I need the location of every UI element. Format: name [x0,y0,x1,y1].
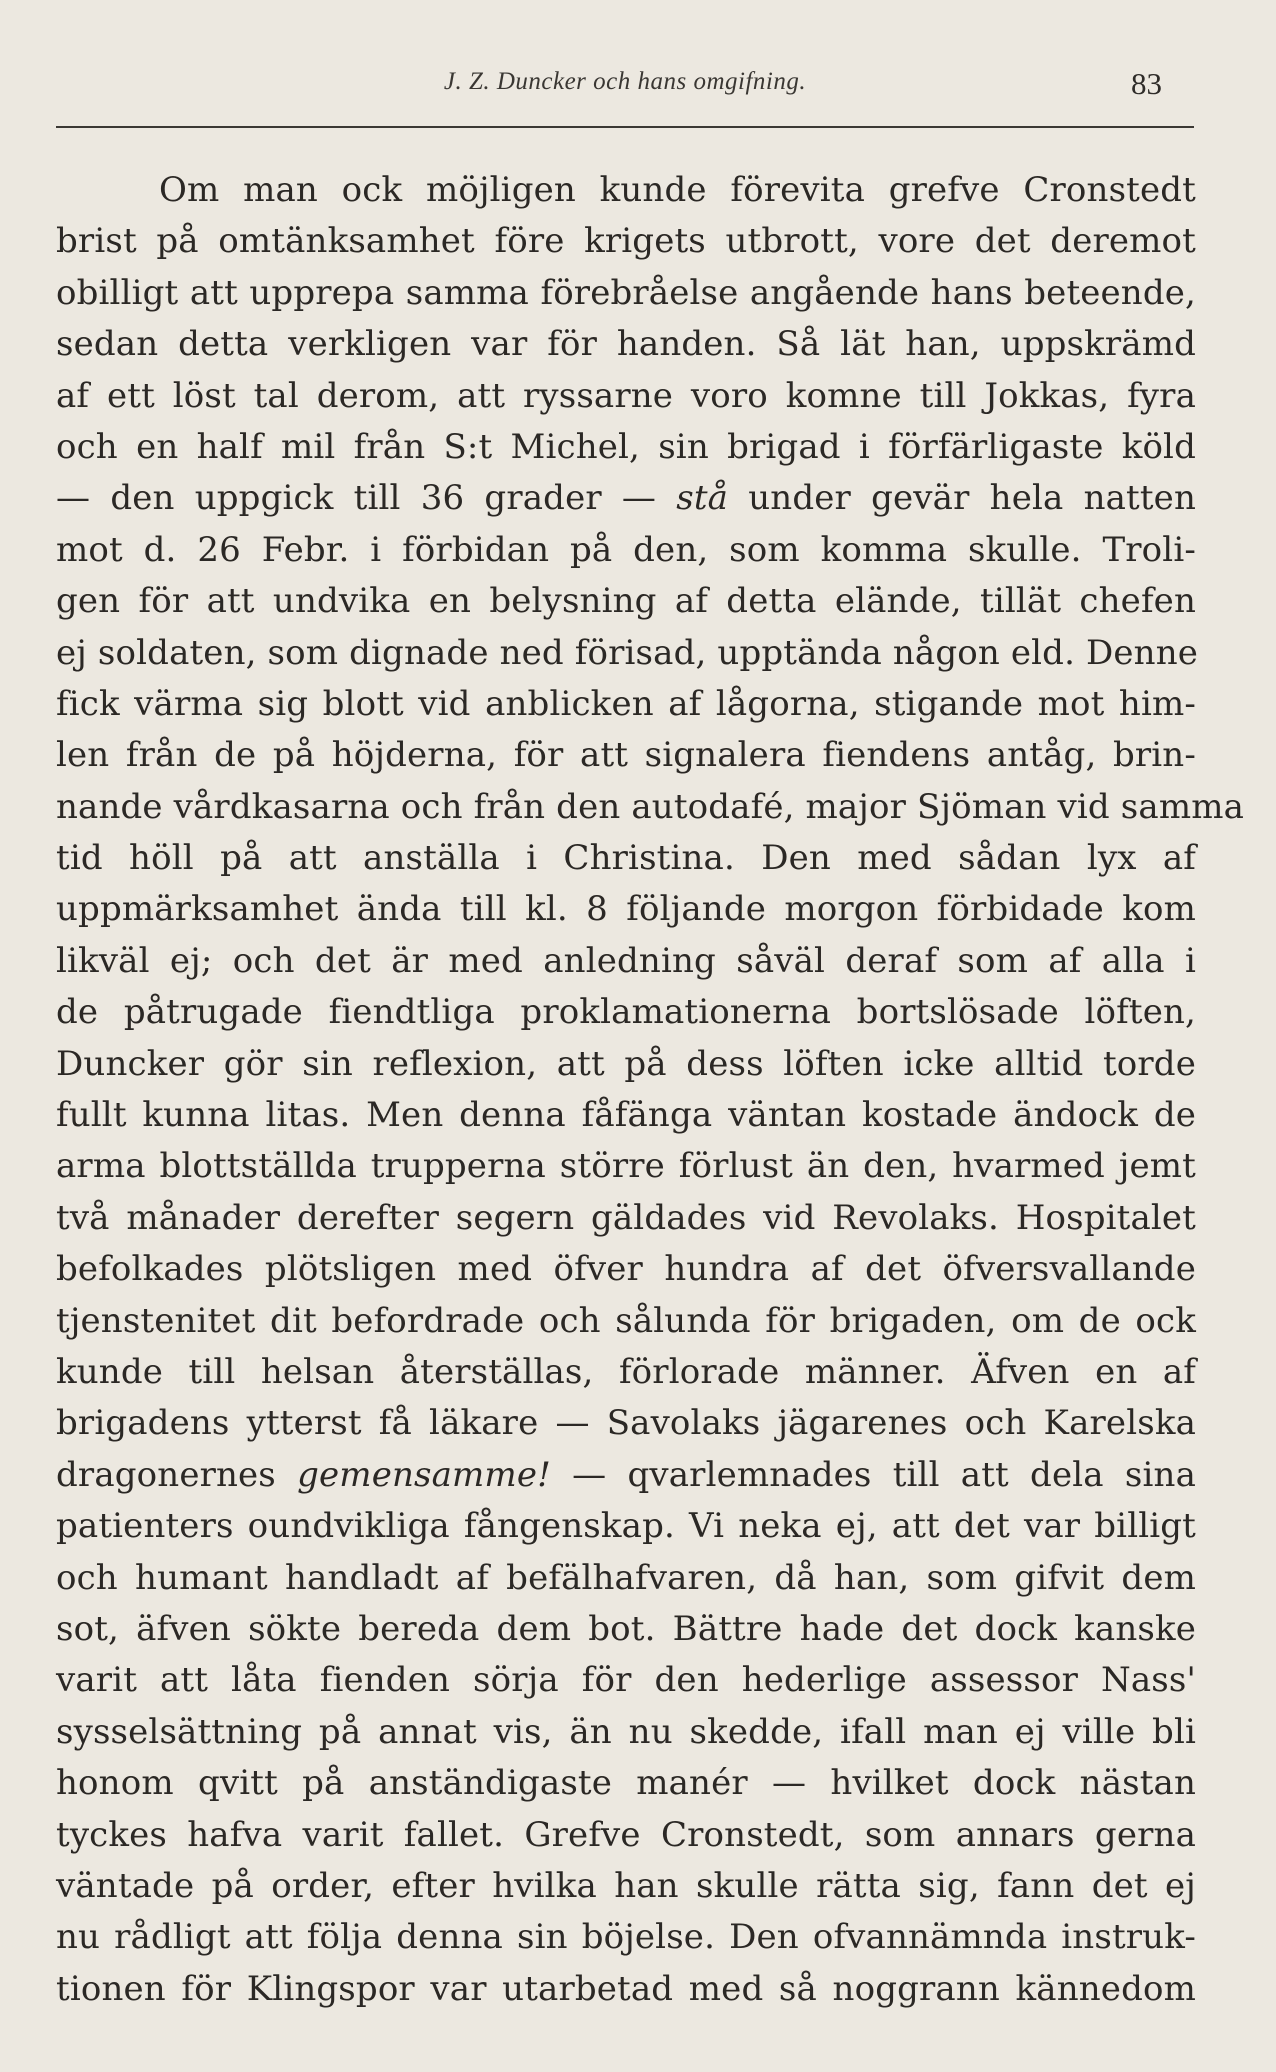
text-line: gen för att undvika en belysning af detta elände, tillät chefen [56,581,1196,622]
text-segment: — den uppgick till 36 grader — [56,478,677,519]
italic-word: stå [676,478,729,519]
body-text [56,165,1245,2015]
text-line: Om man ock möjligen kunde förevita grefve Cronstedt [159,170,1196,210]
text-line: varit att låta fienden sörja för den hederlige assessor Nass' [56,1660,1196,1701]
text-line: sot, äfven sökte bereda dem bot. Bättre hade det dock kanske [56,1608,1196,1649]
text-line: de påtrugade fiendtliga proklamationerna bortslösade löften, [56,992,1196,1033]
text-segment: under gevär hela natten [728,478,1196,519]
text-line: tid höll på att anställa i Christina. Den med sådan lyx af [56,838,1196,879]
text-line: sysselsättning på annat vis, än nu skedde, ifall man ej ville bli [56,1711,1196,1752]
text-line: och humant handladt af befälhafvaren, då han, som gifvit dem [56,1557,1196,1598]
text-line: fick värma sig blott vid anblicken af lågorna, stigande mot him- [56,683,1196,724]
text-line: Duncker gör sin reflexion, att på dess löften icke alltid torde [56,1043,1196,1084]
text-line: ej soldaten, som dignade ned förisad, upptända någon eld. Denne [56,632,1199,673]
text-line: len från de på höjderna, för att signalera fiendens antåg, brin- [56,735,1196,776]
text-line: nu rådligt att följa denna sin böjelse. Den ofvannämnda instruk- [56,1917,1196,1958]
text-line: befolkades plötsligen med öfver hundra af det öfversvallande [56,1249,1196,1290]
text-line: tyckes hafva varit fallet. Grefve Cronstedt, som annars gerna [56,1814,1196,1855]
text-line: sedan detta verkligen var för handen. Så lät han, uppskrämd [56,324,1196,365]
text-line: kunde till helsan återställas, förlorade männer. Äfven en af [56,1351,1196,1392]
text-line: tjenstenitet dit befordrade och sålunda för brigaden, om de ock [56,1300,1196,1341]
text-line: arma blottställda trupperna större förlust än den, hvarmed jemt [56,1146,1196,1187]
text-line: mot d. 26 Febr. i förbidan på den, som komma skulle. Troli- [56,529,1196,570]
italic-word: gemensamme! [297,1454,551,1495]
text-segment: dragonernes [56,1454,298,1495]
text-line: tionen för Klingspor var utarbetad med så noggrann kännedom [56,1968,1196,2009]
text-line: likväl ej; och det är med anledning såväl deraf som af alla i [56,940,1196,981]
text-line: brist på omtänksamhet före krigets utbrott, vore det deremot [56,221,1196,262]
text-line: nande vårdkasarna och från den autodafé, major Sjöman vid samma [56,786,1245,827]
text-line-with-italic [56,473,1196,524]
text-line: fullt kunna litas. Men denna fåfänga väntan kostade ändock de [56,1095,1196,1136]
text-line-with-italic [56,1450,1196,1501]
page-header [56,62,1194,102]
text-line: brigadens ytterst få läkare — Savolaks jägarenes och Karelska [56,1403,1196,1444]
text-line: af ett löst tal derom, att ryssarne voro komne till Jokkas, fyra [56,375,1196,416]
text-line: honom qvitt på anständigaste manér — hvilket dock nästan [56,1763,1196,1804]
text-line: uppmärksamhet ända till kl. 8 följande morgon förbidade kom [56,889,1196,930]
page-number: 83 [1131,66,1162,101]
text-line: väntade på order, efter hvilka han skulle rätta sig, fann det ej [56,1865,1196,1906]
header-rule [56,126,1194,128]
running-title: J. Z. Duncker och hans omgifning. [443,68,807,95]
text-line: och en half mil från S:t Michel, sin brigad i förfärligaste köld [56,426,1196,467]
text-line: två månader derefter segern gäldades vid Revolaks. Hospitalet [56,1197,1196,1238]
text-line: obilligt att upprepa samma förebråelse angående hans beteende, [56,272,1196,313]
text-line: patienters oundvikliga fångenskap. Vi neka ej, att det var billigt [56,1506,1196,1547]
text-segment: — qvarlemnades till att dela sina [550,1454,1196,1495]
